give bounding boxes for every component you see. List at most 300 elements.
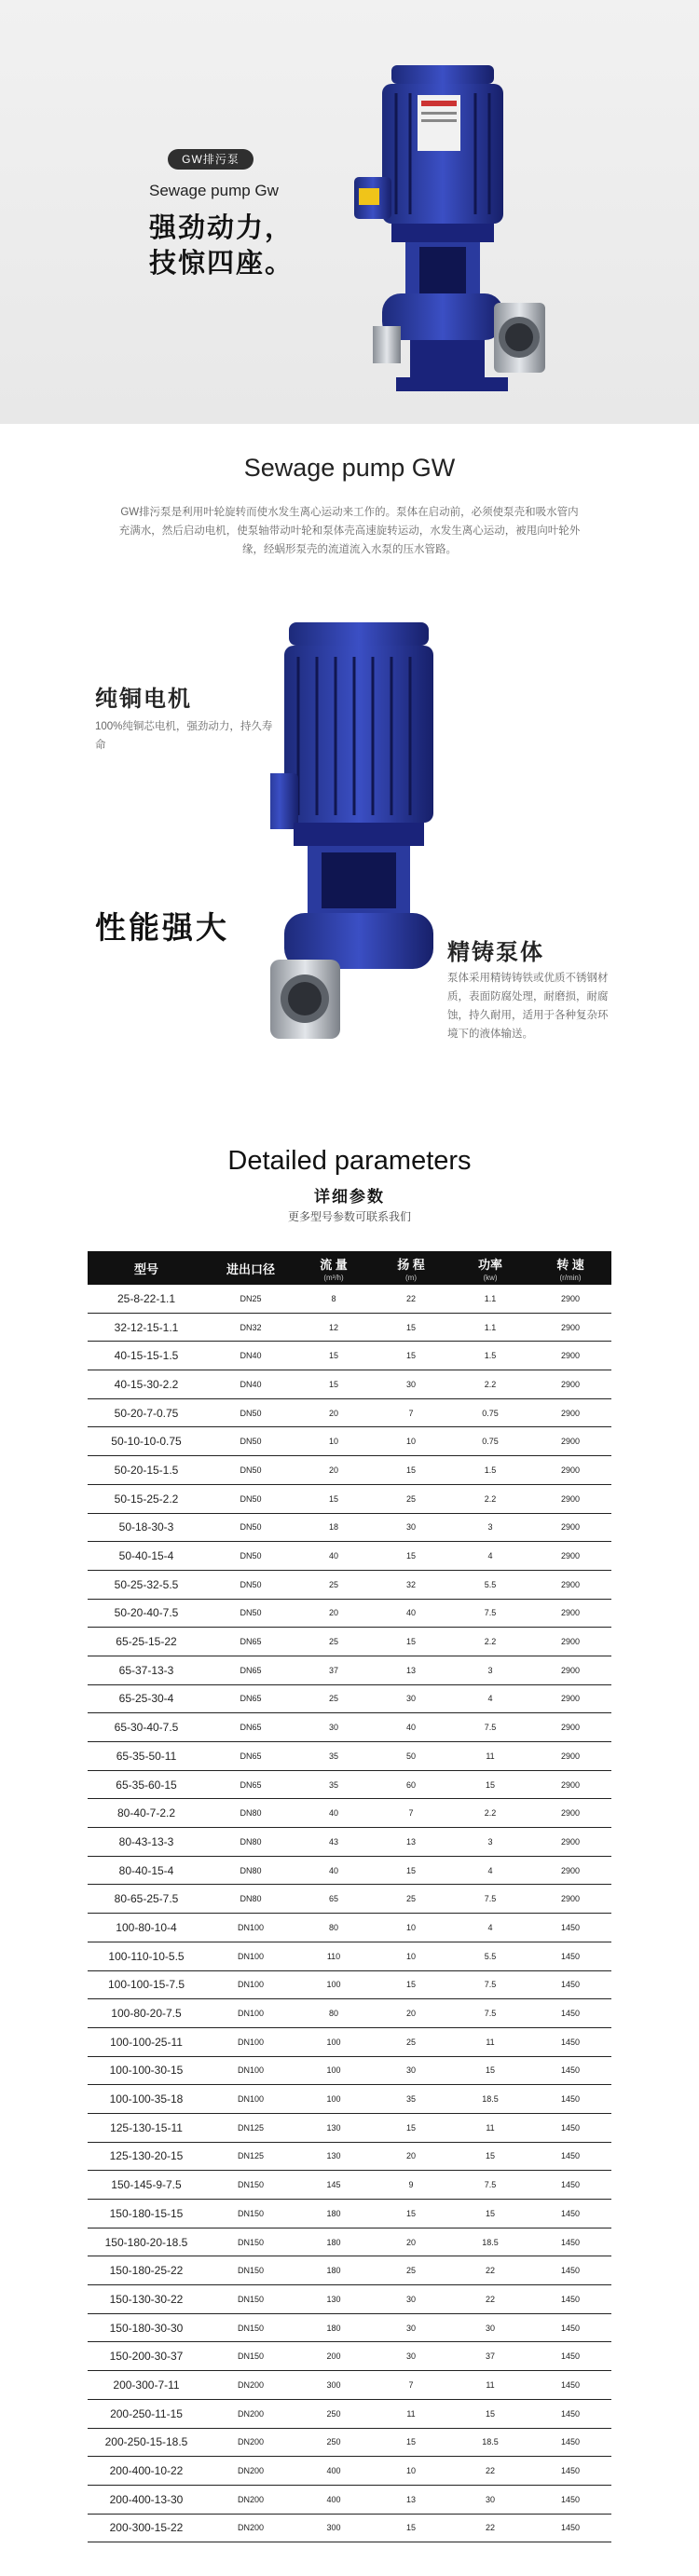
cell-model: 32-12-15-1.1 (114, 1320, 179, 1334)
cell-speed: 1450 (560, 2523, 581, 2533)
cell-model: 65-30-40-7.5 (114, 1721, 179, 1735)
table-row (88, 1628, 611, 1656)
cell-power: 22 (485, 2523, 495, 2533)
cell-power: 15 (485, 2408, 495, 2419)
cell-speed: 2900 (560, 1551, 581, 1561)
cell-speed: 2900 (560, 1779, 581, 1790)
cell-model: 100-100-25-11 (110, 2035, 183, 2049)
params-table-body (88, 1285, 611, 2542)
cell-flow: 35 (328, 1751, 338, 1761)
cell-flow: 180 (326, 2323, 341, 2333)
cell-diameter: DN100 (237, 2009, 264, 2019)
cell-flow: 110 (326, 1951, 341, 1961)
cell-speed: 1450 (560, 2494, 581, 2504)
cell-speed: 2900 (560, 1351, 581, 1361)
cell-power: 7.5 (484, 1980, 497, 1990)
params-title-en: Detailed parameters (227, 1146, 472, 1176)
cell-model: 150-180-25-22 (109, 2264, 184, 2278)
cell-model: 50-10-10-0.75 (111, 1435, 182, 1449)
cell-model: 100-100-35-18 (109, 2092, 184, 2106)
cell-speed: 1450 (560, 2437, 581, 2447)
cell-diameter: DN50 (240, 1437, 262, 1447)
cell-head: 20 (405, 2151, 416, 2161)
table-row (88, 2200, 611, 2228)
hero-title-cn-1: 强劲动力， (149, 213, 295, 243)
cell-power: 4 (487, 1865, 493, 1875)
cell-speed: 1450 (560, 1980, 581, 1990)
table-row (88, 2486, 611, 2515)
cell-power: 22 (485, 2266, 495, 2276)
cell-diameter: DN80 (240, 1894, 262, 1904)
cell-speed: 2900 (560, 1865, 581, 1875)
cell-flow: 37 (328, 1665, 338, 1675)
cell-speed: 2900 (560, 1751, 581, 1761)
cell-diameter: DN80 (240, 1836, 262, 1847)
cell-model: 65-35-50-11 (116, 1749, 177, 1763)
cell-head: 30 (405, 1522, 416, 1533)
cell-power: 15 (485, 2065, 495, 2076)
cell-flow: 130 (326, 2151, 341, 2161)
cell-diameter: DN25 (240, 1293, 262, 1303)
table-row (88, 1942, 611, 1971)
cell-model: 150-180-30-30 (109, 2321, 184, 2335)
cell-diameter: DN65 (240, 1694, 262, 1704)
cell-head: 13 (405, 1665, 416, 1675)
cell-flow: 15 (328, 1351, 338, 1361)
cell-diameter: DN65 (240, 1779, 262, 1790)
params-table-header (88, 1251, 611, 1285)
cell-diameter: DN150 (237, 2180, 264, 2190)
cell-power: 15 (485, 2151, 495, 2161)
table-row (88, 1285, 611, 1314)
cell-power: 4 (487, 1551, 493, 1561)
cell-speed: 1450 (560, 2208, 581, 2218)
cell-model: 50-20-40-7.5 (114, 1606, 179, 1620)
cell-flow: 15 (328, 1493, 338, 1504)
feature-casting-desc: 泵体采用精铸铸铁或优质不锈钢材质，表面防腐处理，耐磨损，耐腐蚀，持久耐用，适用于各种复杂环境下的液体输送。 (447, 973, 609, 1040)
cell-model: 65-25-15-22 (116, 1635, 177, 1649)
cell-diameter: DN80 (240, 1808, 262, 1819)
cell-power: 0.75 (482, 1408, 499, 1418)
cell-model: 200-300-7-11 (113, 2378, 180, 2392)
cell-model: 100-80-10-4 (116, 1920, 177, 1934)
cell-flow: 40 (328, 1551, 338, 1561)
cell-flow: 80 (328, 1922, 338, 1932)
cell-speed: 1450 (560, 2466, 581, 2476)
cell-power: 0.75 (482, 1437, 499, 1447)
cell-speed: 1450 (560, 2009, 581, 2019)
cell-head: 25 (405, 1894, 416, 1904)
hero-tag: GW排污泵 (168, 149, 254, 170)
table-row (88, 1370, 611, 1399)
cell-model: 150-200-30-37 (109, 2350, 184, 2364)
cell-diameter: DN40 (240, 1351, 262, 1361)
params-title-cn: 详细参数 (314, 1188, 385, 1206)
cell-flow: 43 (328, 1836, 338, 1847)
cell-power: 30 (485, 2494, 495, 2504)
cell-head: 15 (405, 2523, 416, 2533)
table-row (88, 2314, 611, 2343)
cell-diameter: DN150 (237, 2294, 264, 2304)
cell-diameter: DN65 (240, 1751, 262, 1761)
cell-head: 25 (405, 1493, 416, 1504)
cell-head: 13 (405, 1836, 416, 1847)
cell-power: 18.5 (482, 2237, 499, 2247)
cell-power: 5.5 (484, 1951, 497, 1961)
cell-flow: 18 (328, 1522, 338, 1533)
cell-head: 30 (405, 2323, 416, 2333)
cell-speed: 1450 (560, 2379, 581, 2390)
cell-power: 1.5 (484, 1351, 497, 1361)
table-row (88, 2114, 611, 2143)
table-row (88, 2371, 611, 2400)
cell-diameter: DN50 (240, 1579, 262, 1589)
cell-speed: 2900 (560, 1808, 581, 1819)
cell-head: 10 (405, 1437, 416, 1447)
cell-speed: 2900 (560, 1465, 581, 1475)
table-row (88, 2143, 611, 2172)
table-row (88, 1771, 611, 1800)
cell-speed: 2900 (560, 1322, 581, 1332)
cell-speed: 1450 (560, 2323, 581, 2333)
table-row (88, 1685, 611, 1714)
cell-power: 18.5 (482, 2437, 499, 2447)
cell-model: 200-250-11-15 (110, 2406, 183, 2420)
cell-power: 7.5 (484, 2009, 497, 2019)
cell-diameter: DN50 (240, 1608, 262, 1618)
cell-flow: 40 (328, 1865, 338, 1875)
cell-diameter: DN100 (237, 1980, 264, 1990)
cell-speed: 1450 (560, 2065, 581, 2076)
cell-diameter: DN100 (237, 1951, 264, 1961)
cell-power: 7.5 (484, 1723, 497, 1733)
table-row (88, 1656, 611, 1685)
cell-head: 15 (405, 1637, 416, 1647)
table-row (88, 2342, 611, 2371)
cell-model: 65-35-60-15 (116, 1778, 177, 1792)
cell-head: 25 (405, 2037, 416, 2047)
cell-flow: 65 (328, 1894, 338, 1904)
cell-flow: 25 (328, 1579, 338, 1589)
table-row (88, 1456, 611, 1485)
cell-power: 22 (485, 2294, 495, 2304)
feature-performance-title: 性能强大 (95, 910, 229, 945)
table-row (88, 1399, 611, 1428)
header-speed: 转 速 (r/min) (556, 1257, 584, 1282)
cell-power: 3 (487, 1665, 493, 1675)
cell-head: 15 (405, 1322, 416, 1332)
cell-power: 1.5 (484, 1465, 497, 1475)
cell-head: 15 (405, 1980, 416, 1990)
cell-diameter: DN40 (240, 1379, 262, 1389)
cell-speed: 1450 (560, 2351, 581, 2362)
cell-power: 15 (485, 2208, 495, 2218)
cell-power: 3 (487, 1836, 493, 1847)
table-row (88, 1857, 611, 1886)
cell-flow: 20 (328, 1465, 338, 1475)
cell-speed: 2900 (560, 1293, 581, 1303)
cell-speed: 2900 (560, 1694, 581, 1704)
cell-head: 15 (405, 1551, 416, 1561)
cell-head: 7 (408, 1408, 414, 1418)
cell-speed: 2900 (560, 1379, 581, 1389)
cell-head: 10 (405, 2466, 416, 2476)
cell-diameter: DN100 (237, 2065, 264, 2076)
cell-head: 40 (405, 1608, 416, 1618)
cell-model: 100-110-10-5.5 (108, 1949, 185, 1963)
cell-flow: 300 (326, 2379, 341, 2390)
cell-head: 30 (405, 1379, 416, 1389)
table-row (88, 2028, 611, 2057)
cell-flow: 8 (331, 1293, 336, 1303)
cell-speed: 1450 (560, 2237, 581, 2247)
table-row (88, 2057, 611, 2086)
cell-head: 15 (405, 2208, 416, 2218)
header-flow: 流 量 (m³/h) (320, 1257, 348, 1282)
cell-speed: 2900 (560, 1894, 581, 1904)
cell-flow: 180 (326, 2208, 341, 2218)
cell-head: 15 (405, 2122, 416, 2133)
table-row (88, 1571, 611, 1600)
cell-speed: 2900 (560, 1493, 581, 1504)
cell-flow: 250 (326, 2437, 341, 2447)
table-row (88, 1713, 611, 1742)
cell-head: 20 (405, 2237, 416, 2247)
cell-model: 100-80-20-7.5 (111, 2007, 182, 2021)
params-subtitle: 更多型号参数可联系我们 (287, 1210, 411, 1223)
cell-head: 15 (405, 2437, 416, 2447)
cell-flow: 30 (328, 1723, 338, 1733)
cell-power: 2.2 (484, 1637, 497, 1647)
cell-speed: 2900 (560, 1665, 581, 1675)
table-row (88, 2256, 611, 2285)
cell-diameter: DN200 (237, 2523, 264, 2533)
cell-diameter: DN50 (240, 1551, 262, 1561)
table-row (88, 1999, 611, 2028)
cell-model: 50-40-15-4 (118, 1549, 174, 1563)
cell-model: 125-130-15-11 (110, 2120, 183, 2134)
cell-speed: 2900 (560, 1408, 581, 1418)
cell-flow: 400 (326, 2494, 341, 2504)
cell-power: 1.1 (484, 1322, 497, 1332)
header-model: 型号 (133, 1261, 158, 1276)
cell-power: 4 (487, 1694, 493, 1704)
cell-flow: 25 (328, 1694, 338, 1704)
cell-diameter: DN150 (237, 2351, 264, 2362)
cell-head: 15 (405, 1865, 416, 1875)
cell-power: 7.5 (484, 2180, 497, 2190)
cell-speed: 1450 (560, 2408, 581, 2419)
cell-speed: 1450 (560, 2180, 581, 2190)
cell-model: 100-100-15-7.5 (107, 1978, 185, 1992)
cell-diameter: DN80 (240, 1865, 262, 1875)
cell-model: 40-15-15-1.5 (114, 1349, 179, 1363)
cell-head: 11 (406, 2408, 416, 2419)
cell-diameter: DN32 (240, 1322, 262, 1332)
cell-flow: 400 (326, 2466, 341, 2476)
hero-title-cn-2: 技惊四座。 (149, 249, 295, 279)
cell-diameter: DN200 (237, 2408, 264, 2419)
cell-model: 150-130-30-22 (109, 2292, 184, 2306)
cell-flow: 15 (328, 1379, 338, 1389)
cell-speed: 1450 (560, 1951, 581, 1961)
cell-model: 150-180-15-15 (109, 2206, 184, 2220)
cell-power: 7.5 (484, 1608, 497, 1618)
cell-diameter: DN65 (240, 1665, 262, 1675)
hero-title-en: Sewage pump Gw (149, 182, 279, 199)
table-row (88, 1885, 611, 1914)
cell-model: 65-37-13-3 (118, 1663, 174, 1677)
table-row (88, 1427, 611, 1456)
table-row (88, 1914, 611, 1942)
cell-model: 200-250-15-18.5 (104, 2435, 188, 2449)
cell-diameter: DN150 (237, 2237, 264, 2247)
table-row (88, 1542, 611, 1571)
cell-diameter: DN100 (237, 2094, 264, 2105)
cell-diameter: DN200 (237, 2466, 264, 2476)
cell-head: 35 (405, 2094, 416, 2105)
cell-flow: 40 (328, 1808, 338, 1819)
cell-model: 50-18-30-3 (118, 1520, 174, 1534)
cell-head: 10 (405, 1951, 416, 1961)
cell-model: 40-15-30-2.2 (114, 1377, 179, 1391)
cell-flow: 180 (326, 2237, 341, 2247)
cell-head: 13 (405, 2494, 416, 2504)
table-row (88, 2171, 611, 2200)
cell-flow: 145 (326, 2180, 341, 2190)
cell-head: 30 (405, 2065, 416, 2076)
cell-power: 3 (487, 1522, 493, 1533)
intro-title: Sewage pump GW (243, 454, 456, 482)
cell-speed: 2900 (560, 1579, 581, 1589)
pump-detail-image (270, 615, 438, 1053)
cell-diameter: DN50 (240, 1408, 262, 1418)
header-power: 功率 (kw) (477, 1257, 502, 1282)
cell-flow: 100 (326, 2037, 341, 2047)
cell-flow: 100 (326, 2065, 341, 2076)
cell-diameter: DN200 (237, 2379, 264, 2390)
table-row (88, 1314, 611, 1343)
cell-model: 150-145-9-7.5 (111, 2178, 182, 2192)
table-row (88, 1600, 611, 1629)
cell-speed: 2900 (560, 1522, 581, 1533)
cell-speed: 1450 (560, 2294, 581, 2304)
cell-power: 2.2 (484, 1808, 497, 1819)
cell-model: 80-40-7-2.2 (116, 1806, 176, 1820)
cell-speed: 2900 (560, 1437, 581, 1447)
table-row (88, 2457, 611, 2486)
feature-motor-desc: 100%纯铜芯电机，强劲动力，持久寿命 (95, 721, 273, 751)
cell-flow: 100 (326, 1980, 341, 1990)
cell-model: 50-20-7-0.75 (114, 1406, 179, 1420)
cell-power: 7.5 (484, 1894, 497, 1904)
cell-flow: 130 (326, 2122, 341, 2133)
header-head: 扬 程 (m) (397, 1257, 425, 1282)
cell-head: 7 (408, 2379, 414, 2390)
cell-model: 80-40-15-4 (118, 1863, 174, 1877)
cell-speed: 1450 (560, 2122, 581, 2133)
cell-flow: 25 (328, 1637, 338, 1647)
cell-power: 30 (485, 2323, 495, 2333)
cell-speed: 2900 (560, 1723, 581, 1733)
cell-model: 125-130-20-15 (109, 2149, 184, 2163)
cell-flow: 35 (328, 1779, 338, 1790)
cell-head: 50 (405, 1751, 416, 1761)
table-row (88, 2228, 611, 2257)
cell-flow: 200 (326, 2351, 341, 2362)
cell-model: 50-25-32-5.5 (114, 1577, 179, 1591)
feature-casting-title: 精铸泵体 (447, 940, 544, 965)
cell-diameter: DN200 (237, 2437, 264, 2447)
cell-power: 37 (485, 2351, 495, 2362)
cell-model: 200-400-13-30 (109, 2492, 184, 2506)
header-diameter: 进出口径 (226, 1261, 275, 1276)
table-row (88, 1514, 611, 1543)
cell-head: 40 (405, 1723, 416, 1733)
cell-head: 20 (405, 2009, 416, 2019)
cell-model: 50-20-15-1.5 (114, 1463, 179, 1477)
table-row (88, 1485, 611, 1514)
cell-diameter: DN50 (240, 1522, 262, 1533)
cell-model: 200-400-10-22 (109, 2464, 184, 2478)
cell-flow: 12 (328, 1322, 338, 1332)
table-row (88, 2285, 611, 2314)
cell-power: 1.1 (484, 1293, 497, 1303)
cell-diameter: DN150 (237, 2208, 264, 2218)
cell-model: 100-100-30-15 (109, 2064, 184, 2078)
cell-model: 80-43-13-3 (118, 1834, 174, 1848)
cell-power: 4 (487, 1922, 493, 1932)
cell-power: 11 (486, 2037, 495, 2047)
cell-head: 60 (405, 1779, 416, 1790)
cell-head: 10 (405, 1922, 416, 1932)
cell-diameter: DN100 (237, 2037, 264, 2047)
cell-head: 15 (405, 1465, 416, 1475)
cell-power: 22 (485, 2466, 495, 2476)
cell-power: 2.2 (484, 1493, 497, 1504)
cell-flow: 80 (328, 2009, 338, 2019)
table-row (88, 1971, 611, 2000)
cell-head: 22 (405, 1293, 416, 1303)
cell-model: 65-25-30-4 (118, 1692, 174, 1706)
cell-flow: 300 (326, 2523, 341, 2533)
cell-head: 30 (405, 1694, 416, 1704)
cell-diameter: DN65 (240, 1723, 262, 1733)
cell-speed: 1450 (560, 1922, 581, 1932)
cell-power: 11 (486, 2379, 495, 2390)
cell-flow: 180 (326, 2266, 341, 2276)
table-row (88, 1742, 611, 1771)
table-row (88, 1799, 611, 1828)
cell-flow: 20 (328, 1408, 338, 1418)
cell-head: 25 (405, 2266, 416, 2276)
table-row (88, 2400, 611, 2429)
cell-model: 200-300-15-22 (109, 2521, 184, 2535)
cell-speed: 2900 (560, 1836, 581, 1847)
cell-head: 7 (408, 1808, 414, 1819)
cell-power: 2.2 (484, 1379, 497, 1389)
cell-diameter: DN200 (237, 2494, 264, 2504)
table-row (88, 1828, 611, 1857)
cell-diameter: DN150 (237, 2266, 264, 2276)
cell-diameter: DN65 (240, 1637, 262, 1647)
cell-head: 30 (405, 2294, 416, 2304)
cell-diameter: DN125 (237, 2122, 264, 2133)
table-row (88, 2429, 611, 2458)
cell-model: 150-180-20-18.5 (104, 2235, 188, 2249)
cell-diameter: DN100 (237, 1922, 264, 1932)
hero-banner (0, 0, 699, 424)
